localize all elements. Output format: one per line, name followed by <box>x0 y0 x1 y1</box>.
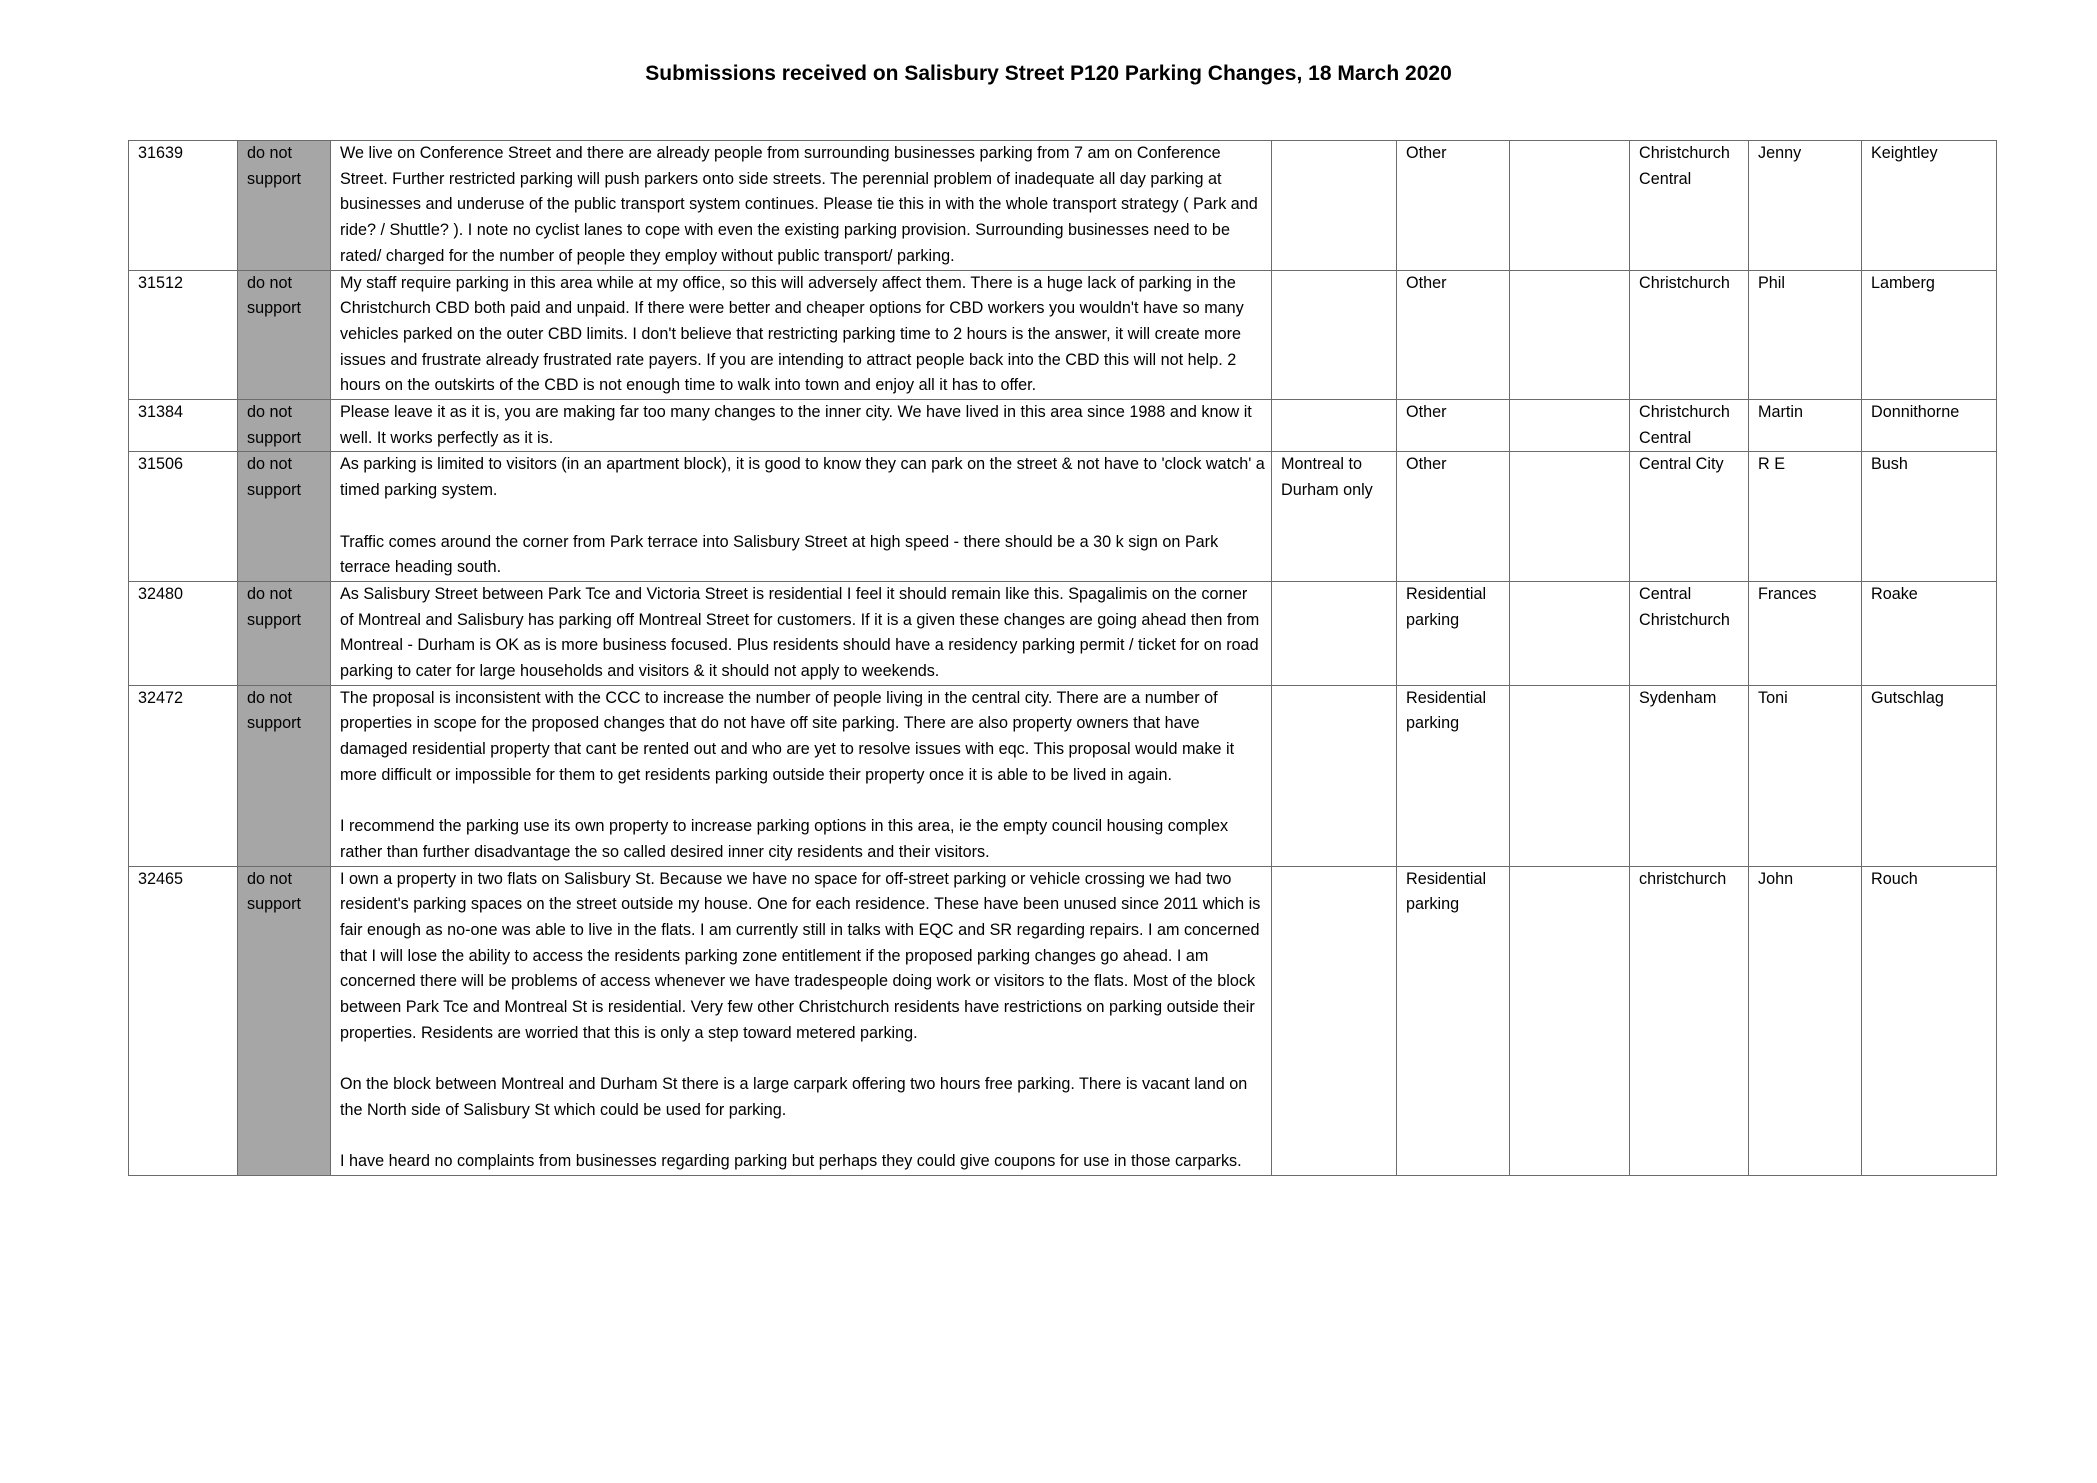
last-name-cell: Rouch <box>1862 866 1997 1175</box>
first-name-cell: Toni <box>1749 685 1862 866</box>
comment-cell <box>331 581 1272 685</box>
page-title: Submissions received on Salisbury Street P120 Parking Changes, 18 March 2020 <box>645 62 1452 85</box>
comment-cell <box>331 400 1272 452</box>
comment-paragraph: As Salisbury Street between Park Tce and Victoria Street is residential I feel it should remain like this. Spagalimis on the corner of Montreal and Salisbury has parking off Montreal Street for customers. If it is a given these changes are going ahead then from Montreal - Durham is OK as is more business focused. Plus residents should have a residency parking permit / ticket for on road parking to cater for large households and visitors & it should not apply to weekends. <box>340 584 1260 681</box>
street-section-cell <box>1272 400 1397 452</box>
first-name-cell: R E <box>1749 452 1862 582</box>
street-section-cell <box>1272 141 1397 271</box>
first-name-cell: John <box>1749 866 1862 1175</box>
comment-paragraph: I own a property in two flats on Salisbury St. Because we have no space for off-street parking or vehicle crossing we had two resident's parking spaces on the street outside my house. One for each residence. These have been unused since 2011 which is fair enough as no-one was able to live in the flats. I am currently still in talks with EQC and SR regarding repairs. I am concerned that I will lose the ability to access the residents parking zone entitlement if the proposed parking changes go ahead. I am concerned there will be problems of access whenever we have tradespeople doing work or visitors to the flats. Most of the block between Park Tce and Montreal St is residential. Very few other Christchurch residents have restrictions on parking outside their properties. Residents are worried that this is only a step toward metered parking. <box>340 869 1261 1042</box>
organisation-cell <box>1510 581 1630 685</box>
support-status-cell: do not support <box>238 685 331 866</box>
street-section-cell <box>1272 685 1397 866</box>
last-name-cell: Gutschlag <box>1862 685 1997 866</box>
suburb-cell: Christchurch Central <box>1630 141 1749 271</box>
category-cell: Residential parking <box>1397 581 1510 685</box>
table-row <box>129 866 1997 1175</box>
last-name-cell: Bush <box>1862 452 1997 582</box>
submissions-table-body <box>129 141 1997 1176</box>
comment-paragraph: On the block between Montreal and Durham St there is a large carpark offering two hours free parking. There is vacant land on the North side of Salisbury St which could be used for parking. <box>340 1075 1248 1119</box>
table-row <box>129 141 1997 271</box>
submission-id-cell: 31512 <box>129 270 238 400</box>
suburb-cell: Christchurch Central <box>1630 400 1749 452</box>
comment-cell <box>331 270 1272 400</box>
street-section-cell <box>1272 270 1397 400</box>
street-section-cell: Montreal to Durham only <box>1272 452 1397 582</box>
organisation-cell <box>1510 866 1630 1175</box>
submission-id-cell: 31639 <box>129 141 238 271</box>
table-row <box>129 581 1997 685</box>
last-name-cell: Roake <box>1862 581 1997 685</box>
submission-id-cell: 32465 <box>129 866 238 1175</box>
category-cell: Other <box>1397 141 1510 271</box>
suburb-cell: Christchurch <box>1630 270 1749 400</box>
support-status-cell: do not support <box>238 581 331 685</box>
comment-cell <box>331 452 1272 582</box>
comment-paragraph: My staff require parking in this area while at my office, so this will adversely affect them. There is a huge lack of parking in the Christchurch CBD both paid and unpaid. If there were better and cheaper options for CBD workers you wouldn't have so many vehicles parked on the outer CBD limits. I don't believe that restricting parking time to 2 hours is the answer, it will create more issues and frustrate already frustrated rate payers. If you are intending to attract people back into the CBD this will not help. 2 hours on the outskirts of the CBD is not enough time to walk into town and enjoy all it has to offer. <box>340 273 1244 395</box>
comment-cell <box>331 866 1272 1175</box>
street-section-cell <box>1272 581 1397 685</box>
organisation-cell <box>1510 270 1630 400</box>
table-row <box>129 400 1997 452</box>
support-status-cell: do not support <box>238 400 331 452</box>
comment-paragraph: Traffic comes around the corner from Park terrace into Salisbury Street at high speed - there should be a 30 k sign on Park terrace heading south. <box>340 532 1219 577</box>
category-cell: Residential parking <box>1397 866 1510 1175</box>
category-cell: Other <box>1397 400 1510 452</box>
submissions-table <box>128 140 1997 1176</box>
comment-cell <box>331 685 1272 866</box>
submission-id-cell: 31384 <box>129 400 238 452</box>
support-status-cell: do not support <box>238 270 331 400</box>
suburb-cell: Sydenham <box>1630 685 1749 866</box>
category-cell: Other <box>1397 452 1510 582</box>
comment-paragraph: As parking is limited to visitors (in an apartment block), it is good to know they can park on the street & not have to 'clock watch' a timed parking system. <box>340 455 1265 500</box>
first-name-cell: Phil <box>1749 270 1862 400</box>
last-name-cell: Donnithorne <box>1862 400 1997 452</box>
comment-paragraph: I recommend the parking use its own property to increase parking options in this area, ie the empty council housing complex rather than further disadvantage the so called desired inner city residents and their visitors. <box>340 817 1229 861</box>
last-name-cell: Keightley <box>1862 141 1997 271</box>
first-name-cell: Martin <box>1749 400 1862 452</box>
comment-paragraph: The proposal is inconsistent with the CCC to increase the number of people living in the central city. There are a number of properties in scope for the proposed changes that do not have off site parking. There are also property owners that have damaged residential property that cant be rented out and who are yet to resolve issues with eqc. This proposal would make it more difficult or impossible for them to get residents parking outside their property once it is able to be lived in again. <box>340 688 1235 784</box>
submission-id-cell: 32480 <box>129 581 238 685</box>
table-row <box>129 270 1997 400</box>
support-status-cell: do not support <box>238 866 331 1175</box>
suburb-cell: christchurch <box>1630 866 1749 1175</box>
submission-id-cell: 31506 <box>129 452 238 582</box>
comment-paragraph: We live on Conference Street and there are already people from surrounding businesses parking from 7 am on Conference Street. Further restricted parking will push parkers onto side streets. The perennial problem of inadequate all day parking at businesses and underuse of the public transport system continues. Please tie this in with the whole transport strategy ( Park and ride? / Shuttle? ). I note no cyclist lanes to cope with even the existing parking provision. Surrounding businesses need to be rated/ charged for the number of people they employ without public transport/ parking. <box>340 144 1258 265</box>
comment-paragraph: I have heard no complaints from businesses regarding parking but perhaps they could give coupons for use in those carparks. <box>340 1152 1242 1171</box>
street-section-cell <box>1272 866 1397 1175</box>
organisation-cell <box>1510 452 1630 582</box>
submission-id-cell: 32472 <box>129 685 238 866</box>
table-row <box>129 685 1997 866</box>
category-cell: Residential parking <box>1397 685 1510 866</box>
support-status-cell: do not support <box>238 141 331 271</box>
support-status-cell: do not support <box>238 452 331 582</box>
first-name-cell: Jenny <box>1749 141 1862 271</box>
organisation-cell <box>1510 685 1630 866</box>
table-row <box>129 452 1997 582</box>
suburb-cell: Central Christchurch <box>1630 581 1749 685</box>
organisation-cell <box>1510 141 1630 271</box>
category-cell: Other <box>1397 270 1510 400</box>
last-name-cell: Lamberg <box>1862 270 1997 400</box>
comment-cell <box>331 141 1272 271</box>
suburb-cell: Central City <box>1630 452 1749 582</box>
first-name-cell: Frances <box>1749 581 1862 685</box>
organisation-cell <box>1510 400 1630 452</box>
comment-paragraph: Please leave it as it is, you are making far too many changes to the inner city. We have lived in this area since 1988 and know it well. It works perfectly as it is. <box>340 403 1252 447</box>
